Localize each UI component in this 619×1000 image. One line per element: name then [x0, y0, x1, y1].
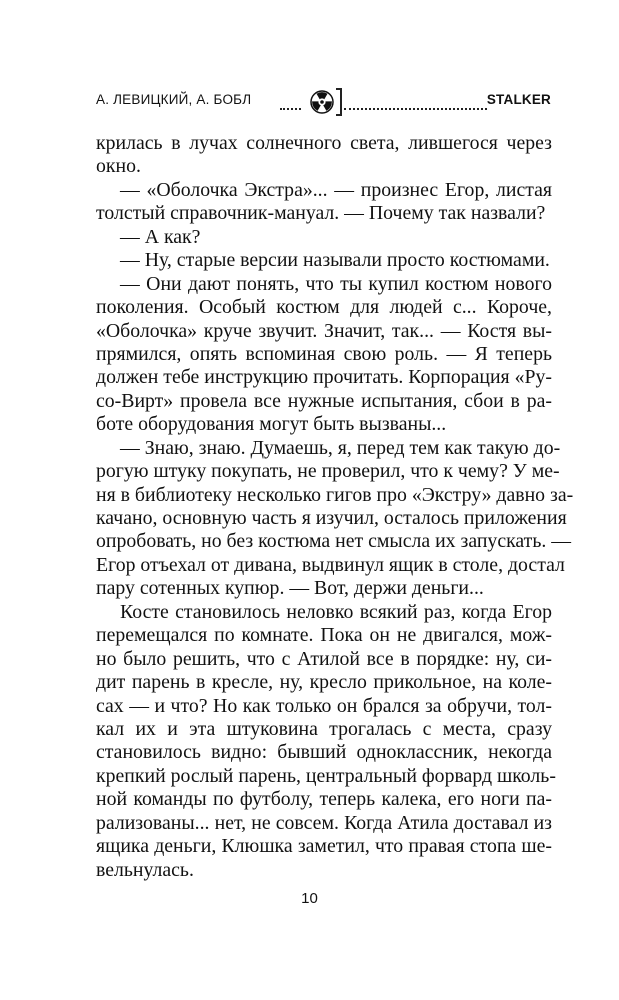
radiation-trefoil-icon [310, 90, 334, 114]
text-line: пару сотенных купюр. — Вот, держи деньги... [96, 577, 484, 600]
text-line: сах — и что? Но как только он брался за обручи, тол- [96, 694, 552, 717]
text-line: Косте становилось неловко всякий раз, когда Егор [120, 600, 552, 623]
text-line: окно. [96, 155, 141, 178]
text-line: прямился, опять вспоминая свою роль. — Я теперь [96, 342, 552, 365]
text-line: должен тебе инструкцию прочитать. Корпорация «Ру- [96, 366, 552, 389]
text-line: «Оболочка» круче звучит. Значит, так... — Костя вы- [96, 319, 552, 342]
text-line: — «Оболочка Экстра»... — произнес Егор, листая [120, 178, 552, 201]
text-line: рализованы... нет, не совсем. Когда Атила доставал из [96, 811, 552, 834]
text-line: опробовать, но без костюма нет смысла их запускать. — [96, 530, 572, 553]
page-number: 10 [301, 890, 318, 907]
text-line: дит парень в кресле, ну, кресло прикольное, на коле- [96, 671, 552, 694]
text-line: качано, основную часть я изучил, осталось приложения [96, 507, 567, 529]
text-line: ной команды по футболу, теперь калека, его ноги па- [96, 788, 552, 811]
text-line: толстый справочник-мануал. — Почему так назвали? [96, 202, 546, 225]
text-line: со-Вирт» провела все нужные испытания, сбои в ра- [96, 389, 552, 412]
text-line: — Они дают понять, что ты купил костюм нового [120, 272, 552, 295]
header-emblem-bracket [336, 88, 342, 116]
text-line: кал их и эта штуковина трогалась с места, сразу [96, 717, 552, 740]
header-dotted-rule-right [344, 108, 487, 110]
header-dotted-rule-left [280, 108, 301, 110]
text-line: перемещался по комнате. Пока он не двигался, мож- [96, 624, 552, 647]
text-line: но было решить, что с Атилой все в порядке: ну, си- [96, 647, 552, 670]
text-line: крилась в лучах солнечного света, лившегося через [96, 132, 552, 154]
text-line: боте оборудования могут быть вызваны... [96, 413, 447, 436]
running-header-series: STALKER [486, 92, 551, 107]
running-header [96, 88, 551, 118]
running-header-author: А. ЛЕВИЦКИЙ, А. БОБЛ [96, 92, 252, 107]
text-line: крепкий рослый парень, центральный форвард школь- [96, 764, 556, 787]
text-line: вельнулась. [96, 858, 194, 881]
body-text [96, 132, 574, 882]
text-line: рогую штуку покупать, не проверил, что к чему? У ме- [96, 460, 560, 483]
text-line: становилось видно: бывший одноклассник, некогда [96, 741, 552, 764]
text-line: ящика деньги, Клюшка заметил, что правая стопа ше- [96, 835, 552, 858]
text-line: Егор отъехал от дивана, выдвинул ящик в столе, достал [96, 553, 565, 576]
text-line: поколения. Особый костюм для людей с... Короче, [96, 296, 552, 319]
text-line: — Ну, старые версии называли просто костюмами. [120, 249, 550, 272]
text-line: ня в библиотеку несколько гигов про «Экстру» давно за- [96, 483, 574, 506]
text-line: — А как? [120, 225, 201, 248]
text-line: — Знаю, знаю. Думаешь, я, перед тем как такую до- [120, 436, 561, 459]
